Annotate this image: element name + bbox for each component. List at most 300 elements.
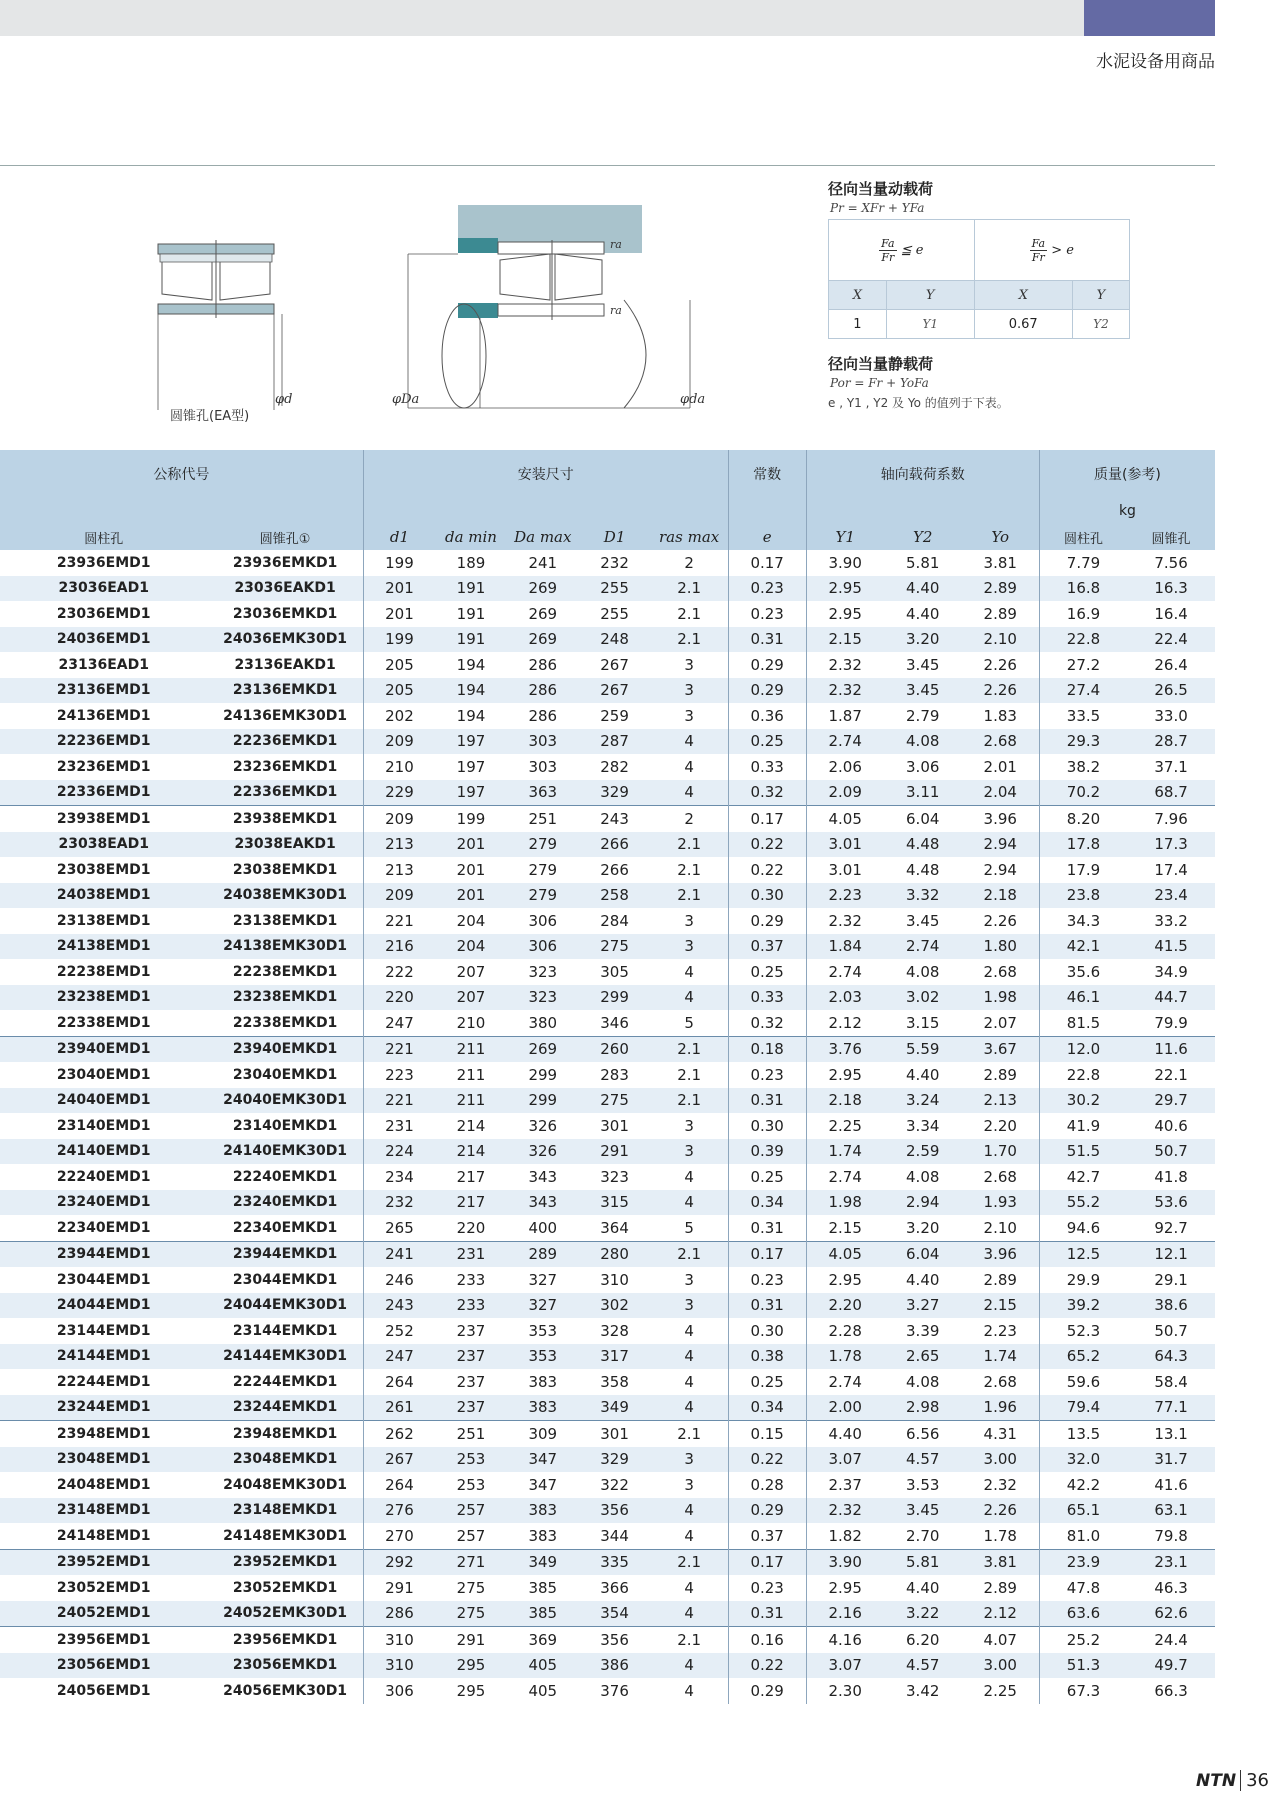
cell-Da-max: 269 [507,627,579,653]
cell-mass-cyl: 38.2 [1039,754,1127,780]
cell-Y2: 3.42 [906,1681,940,1700]
cell-cyl-code: 23952EMD1 [0,1549,207,1575]
cell-cyl-code: 22236EMD1 [0,729,207,755]
cell-mass-cyl: 67.3 [1039,1678,1127,1704]
cell-Da-max: 385 [528,1578,558,1597]
cell-cyl-code: 23038EMD1 [56,861,151,878]
cell-d1: 205 [363,678,435,704]
cell-da-min: 257 [435,1498,507,1524]
cell-d1: 199 [363,550,435,576]
cell-e: 0.23 [728,601,806,627]
cell-mass-cyl: 17.8 [1039,832,1127,858]
cell-cyl-code: 24136EMD1 [56,707,151,724]
cell-d1: 221 [363,1036,435,1062]
table-row [0,857,1215,883]
cell-Yo: 2.26 [983,911,1017,930]
cell-d1: 209 [363,729,435,755]
cell-Y2: 2.79 [906,706,940,725]
table-row [0,1113,1215,1139]
cell-ras-max: 3 [650,678,728,704]
cell-D1: 366 [600,1578,629,1597]
cell-cyl-code: 23136EMD1 [0,678,207,704]
cell-D1: 354 [579,1601,651,1627]
cell-Yo: 2.10 [962,627,1040,653]
cell-mass-cyl: 12.5 [1039,1241,1127,1267]
cell-e: 0.22 [728,857,806,883]
cell-cyl-code: 23052EMD1 [56,1579,151,1596]
cell-e: 0.30 [728,1318,806,1344]
cell-Y2: 3.34 [906,1116,940,1135]
cell-mass-cyl: 42.1 [1039,934,1127,960]
cell-e: 0.33 [728,754,806,780]
cell-mass-taper: 16.4 [1154,604,1188,623]
cell-Yo: 2.23 [983,1321,1017,1340]
cell-mass-taper: 79.9 [1154,1013,1188,1032]
cell-Y2: 2.65 [884,1344,962,1370]
cell-ras-max: 2.1 [650,1421,728,1447]
cell-d1: 247 [363,1344,435,1370]
cell-D1: 376 [600,1681,629,1700]
cell-cyl-code: 23938EMD1 [0,806,207,832]
cell-ras-max: 3 [650,1447,728,1473]
cell-da-min: 204 [456,911,486,930]
cell-mass-cyl: 63.6 [1039,1601,1127,1627]
cell-Y2: 4.57 [884,1447,962,1473]
cell-da-min: 211 [435,1088,507,1114]
cell-Da-max: 326 [528,1116,558,1135]
cell-mass-taper: 66.3 [1154,1681,1188,1700]
cell-taper-code: 23044EMKD1 [232,1271,338,1288]
cell-taper-code: 23040EMKD1 [232,1066,338,1083]
cell-Da-max: 306 [528,911,558,930]
header-Y1: Y1 [806,524,884,550]
cell-D1: 349 [579,1395,651,1421]
cell-cyl-code: 23244EMD1 [0,1395,207,1421]
cell-d1: 221 [363,908,435,934]
cell-Y2: 3.15 [906,1013,940,1032]
cell-mass-taper: 53.6 [1127,1190,1215,1216]
cell-Y1: 1.87 [806,703,884,729]
col-x-left: X [829,281,887,310]
cell-Y1: 2.95 [806,1575,884,1601]
cell-taper-code: 23148EMKD1 [207,1498,363,1524]
cell-da-min: 211 [456,1065,486,1084]
cell-cyl-code: 24040EMD1 [0,1088,207,1114]
table-row [0,1088,1215,1114]
cell-Da-max: 279 [507,883,579,909]
cell-mass-cyl: 42.2 [1039,1472,1127,1498]
table-row [0,883,1215,909]
cell-cyl-code: 22340EMD1 [56,1219,151,1236]
cell-mass-taper: 92.7 [1154,1218,1188,1237]
cell-mass-taper: 26.4 [1154,655,1188,674]
cell-ras-max: 4 [650,985,728,1011]
cell-ras-max: 3 [684,1116,694,1135]
cell-Da-max: 309 [507,1421,579,1447]
cell-mass-cyl: 16.8 [1039,576,1127,602]
cell-Y1: 3.90 [806,1549,884,1575]
cell-mass-cyl: 7.79 [1039,550,1127,576]
cell-taper-code: 24148EMK30D1 [223,1527,348,1544]
cell-mass-taper: 50.7 [1154,1321,1188,1340]
cell-da-min: 210 [456,1013,486,1032]
ntn-logo: NTN [1196,1771,1237,1791]
cell-Y1: 2.16 [806,1601,884,1627]
table-row [0,1036,1215,1062]
cell-Y2: 5.59 [884,1036,962,1062]
cell-mass-cyl: 39.2 [1039,1293,1127,1319]
cell-da-min: 194 [435,678,507,704]
cell-d1: 234 [363,1164,435,1190]
cell-Y2: 4.40 [906,1578,940,1597]
cell-cyl-code: 23138EMD1 [56,912,151,929]
cell-mass-cyl: 22.8 [1039,1062,1127,1088]
cell-e: 0.23 [728,576,806,602]
cell-e: 0.25 [728,1164,806,1190]
cell-Y1: 2.12 [806,1010,884,1036]
cell-cyl-code: 23136EAD1 [58,656,149,673]
cell-d1: 306 [363,1678,435,1704]
cell-Yo: 2.94 [983,860,1017,879]
cell-mass-taper: 26.5 [1127,678,1215,704]
cell-Yo: 1.80 [962,934,1040,960]
value-y1: Y1 [886,310,974,339]
cell-Yo: 4.31 [962,1421,1040,1447]
table-row [0,1010,1215,1036]
cell-e: 0.36 [728,703,806,729]
cell-da-min: 251 [435,1421,507,1447]
cell-mass-taper: 23.4 [1127,883,1215,909]
cell-Y1: 2.30 [806,1678,884,1704]
cell-D1: 287 [579,729,651,755]
cell-Y2: 3.45 [884,678,962,704]
cell-d1: 291 [363,1575,435,1601]
cell-Y1: 4.16 [806,1627,884,1653]
cell-Yo: 2.12 [962,1601,1040,1627]
cell-d1: 202 [363,703,435,729]
cell-cyl-code: 23038EAD1 [0,832,207,858]
page-footer [1196,1770,1269,1791]
cell-taper-code: 22238EMKD1 [232,963,338,980]
cell-Yo: 2.68 [962,729,1040,755]
cell-e: 0.29 [728,1678,806,1704]
cell-mass-cyl: 32.0 [1039,1447,1127,1473]
cell-Yo: 3.81 [962,1549,1040,1575]
cell-da-min: 201 [435,832,507,858]
cell-mass-taper: 41.5 [1127,934,1215,960]
cell-mass-cyl: 46.1 [1039,985,1127,1011]
cell-mass-taper: 34.9 [1154,962,1188,981]
cell-Da-max: 383 [507,1498,579,1524]
cell-D1: 358 [600,1372,629,1391]
cell-mass-cyl: 35.6 [1039,959,1127,985]
cell-cyl-code: 22240EMD1 [56,1168,151,1185]
cell-Yo: 2.18 [962,883,1040,909]
cell-mass-taper: 38.6 [1127,1293,1215,1319]
cell-Y1: 1.74 [806,1139,884,1165]
cell-Da-max: 241 [528,553,558,572]
cell-e: 0.29 [728,652,806,678]
cell-e: 0.22 [728,1447,806,1473]
cell-Yo: 2.32 [983,1475,1017,1494]
cell-D1: 301 [600,1116,629,1135]
cell-mass-cyl: 23.9 [1039,1549,1127,1575]
cell-Y2: 3.20 [906,1218,940,1237]
cell-Y2: 3.45 [906,655,940,674]
cell-Da-max: 347 [528,1475,558,1494]
cell-ras-max: 4 [684,1321,694,1340]
table-row [0,1549,1215,1575]
cell-cyl-code: 23944EMD1 [0,1241,207,1267]
cell-mass-taper: 12.1 [1127,1241,1215,1267]
cell-Da-max: 286 [507,678,579,704]
cell-D1: 335 [579,1549,651,1575]
cell-da-min: 217 [435,1190,507,1216]
table-row [0,832,1215,858]
cell-Y1: 2.74 [806,1369,884,1395]
cell-da-min: 237 [456,1372,486,1391]
page-number: 36 [1240,1770,1269,1791]
cell-Da-max: 343 [528,1167,558,1186]
cell-d1: 223 [363,1062,435,1088]
cell-da-min: 275 [456,1578,486,1597]
table-row [0,1241,1215,1267]
cell-Y2: 4.57 [884,1653,962,1679]
cell-Y2: 3.02 [884,985,962,1011]
cell-d1: 241 [363,1241,435,1267]
cell-da-min: 214 [456,1116,486,1135]
cell-mass-cyl: 51.5 [1039,1139,1127,1165]
label-ra-top: ra [610,238,622,251]
cell-e: 0.33 [728,985,806,1011]
cell-cyl-code: 23236EMD1 [56,758,151,775]
cell-D1: 259 [600,706,629,725]
cell-Yo: 2.89 [983,1270,1017,1289]
table-row [0,729,1215,755]
header-mass: 质量(参考) [1039,450,1215,498]
cell-d1: 205 [363,652,435,678]
cell-taper-code: 23036EAKD1 [207,576,363,602]
cell-ras-max: 4 [684,1526,694,1545]
cell-taper-code: 23244EMKD1 [207,1395,363,1421]
cell-ras-max: 4 [684,962,694,981]
table-row [0,780,1215,806]
cell-mass-taper: 63.1 [1127,1498,1215,1524]
cell-D1: 322 [600,1475,629,1494]
cell-e: 0.30 [728,1113,806,1139]
header-cyl: 圆柱孔 [0,524,207,550]
cell-D1: 275 [579,934,651,960]
cell-Yo: 2.26 [962,1498,1040,1524]
cell-taper-code: 24136EMK30D1 [223,707,348,724]
cell-D1: 356 [579,1627,651,1653]
header-mass-taper: 圆锥孔 [1127,524,1215,550]
cell-Yo: 3.00 [962,1447,1040,1473]
cell-Y1: 1.84 [806,934,884,960]
cell-D1: 243 [579,806,651,832]
cell-Y1: 3.07 [806,1653,884,1679]
cell-ras-max: 4 [650,780,728,806]
cell-d1: 222 [363,959,435,985]
static-load-equation: Por = Fr + YoFa [830,376,929,390]
header-taper: 圆锥孔① [207,524,363,550]
cell-D1: 248 [579,627,651,653]
cell-mass-taper: 13.1 [1127,1421,1215,1447]
cell-da-min: 233 [456,1270,486,1289]
cell-mass-cyl: 22.8 [1039,627,1127,653]
cell-Y1: 4.05 [806,1241,884,1267]
cell-ras-max: 2.1 [650,883,728,909]
cell-Yo: 1.74 [962,1344,1040,1370]
cell-D1: 255 [600,604,629,623]
cell-ras-max: 4 [684,757,694,776]
cell-mass-cyl: 33.5 [1039,703,1127,729]
cell-D1: 323 [600,1167,629,1186]
cell-e: 0.25 [728,729,806,755]
cell-Y1: 2.95 [806,1267,884,1293]
cell-e: 0.29 [728,1498,806,1524]
cell-Y1: 2.32 [806,1498,884,1524]
cell-D1: 282 [600,757,629,776]
table-row [0,1139,1215,1165]
cell-Yo: 4.07 [962,1627,1040,1653]
cell-mass-taper: 7.96 [1127,806,1215,832]
cell-D1: 260 [579,1036,651,1062]
cell-mass-taper: 46.3 [1154,1578,1188,1597]
cell-ras-max: 3 [684,706,694,725]
cell-cyl-code: 24138EMD1 [0,934,207,960]
cell-e: 0.25 [728,959,806,985]
cell-da-min: 295 [456,1681,486,1700]
cell-cyl-code: 24144EMD1 [0,1344,207,1370]
cell-mass-cyl: 51.3 [1039,1653,1127,1679]
table-row [0,754,1215,780]
cell-Yo: 2.68 [983,1167,1017,1186]
cell-Yo: 1.98 [962,985,1040,1011]
col-y-right: Y [1072,281,1129,310]
cell-Y2: 4.08 [884,729,962,755]
cell-D1: 232 [600,553,629,572]
cell-taper-code: 23236EMKD1 [232,758,338,775]
cell-da-min: 191 [435,627,507,653]
cell-mass-cyl: 13.5 [1039,1421,1127,1447]
cell-mass-taper: 44.7 [1127,985,1215,1011]
cell-Y1: 2.06 [806,754,884,780]
cell-Y2: 6.56 [884,1421,962,1447]
cell-ras-max: 4 [684,1167,694,1186]
cell-d1: 247 [363,1010,435,1036]
cell-d1: 262 [363,1421,435,1447]
cell-Da-max: 279 [507,832,579,858]
cell-cyl-code: 24048EMD1 [56,1476,151,1493]
cell-Yo: 1.96 [962,1395,1040,1421]
cell-mass-cyl: 55.2 [1039,1190,1127,1216]
cell-cyl-code: 24036EMD1 [0,627,207,653]
table-row [0,1653,1215,1679]
cell-d1: 276 [363,1498,435,1524]
cell-Y1: 2.32 [806,908,884,934]
cell-Yo: 2.15 [962,1293,1040,1319]
cell-taper-code: 24040EMK30D1 [207,1088,363,1114]
cell-mass-cyl: 52.3 [1039,1318,1127,1344]
cell-e: 0.25 [728,1369,806,1395]
bearing-mounting [408,205,690,408]
cell-Y1: 2.20 [806,1293,884,1319]
cell-e: 0.30 [728,883,806,909]
cell-Da-max: 323 [507,985,579,1011]
load-factor-table [828,219,1130,339]
cell-Da-max: 383 [528,1526,558,1545]
condition-left: $\frac{Fa}{Fr}$ ≦ e [829,220,975,281]
table-row [0,1318,1215,1344]
cell-da-min: 201 [435,883,507,909]
cell-taper-code: 23136EMKD1 [207,678,363,704]
cell-mass-taper: 62.6 [1127,1601,1215,1627]
cell-taper-code: 23138EMKD1 [232,912,338,929]
table-row [0,1627,1215,1653]
table-row [0,550,1215,576]
table-row [0,806,1215,832]
cell-Yo: 2.20 [983,1116,1017,1135]
cell-d1: 243 [363,1293,435,1319]
cell-Y1: 2.74 [806,959,884,985]
cell-cyl-code: 22336EMD1 [0,780,207,806]
cell-Yo: 3.96 [962,1241,1040,1267]
cell-mass-cyl: 12.0 [1039,1036,1127,1062]
cell-Yo: 2.89 [983,604,1017,623]
cell-mass-cyl: 81.0 [1039,1523,1127,1549]
cell-e: 0.29 [728,678,806,704]
cell-cyl-code: 24148EMD1 [56,1527,151,1544]
cell-mass-taper: 16.3 [1127,576,1215,602]
table-row [0,1447,1215,1473]
cell-D1: 317 [579,1344,651,1370]
cell-Da-max: 286 [528,655,558,674]
cell-Yo: 2.25 [983,1681,1017,1700]
cell-cyl-code: 23948EMD1 [0,1421,207,1447]
cell-ras-max: 4 [650,729,728,755]
cell-Da-max: 303 [507,729,579,755]
cell-mass-taper: 22.1 [1154,1065,1188,1084]
cell-Y1: 2.95 [806,601,884,627]
cell-da-min: 197 [435,729,507,755]
cell-ras-max: 4 [650,1395,728,1421]
cell-Y2: 2.74 [884,934,962,960]
cell-ras-max: 4 [684,1578,694,1597]
bearing-table [0,450,1215,1704]
cell-Yo: 1.70 [962,1139,1040,1165]
cell-da-min: 201 [456,860,486,879]
cell-Yo: 2.07 [983,1013,1017,1032]
cell-e: 0.23 [728,1267,806,1293]
dynamic-load-title: 径向当量动载荷 [828,180,934,198]
cell-e: 0.38 [728,1344,806,1370]
cell-Da-max: 369 [507,1627,579,1653]
condition-right: $\frac{Fa}{Fr}$ > e [974,220,1129,281]
cell-taper-code: 22338EMKD1 [232,1014,338,1031]
cell-mass-taper: 77.1 [1127,1395,1215,1421]
label-phi-d: φd [275,392,293,407]
cell-taper-code: 24048EMK30D1 [223,1476,348,1493]
cell-taper-code: 23238EMKD1 [207,985,363,1011]
caption-taper-ea: 圆锥孔(EA型) [170,409,250,424]
cell-ras-max: 2.1 [650,627,728,653]
cell-D1: 310 [600,1270,629,1289]
table-row [0,1421,1215,1447]
cell-D1: 302 [579,1293,651,1319]
cell-Y2: 2.59 [884,1139,962,1165]
cell-Y2: 5.81 [906,553,940,572]
